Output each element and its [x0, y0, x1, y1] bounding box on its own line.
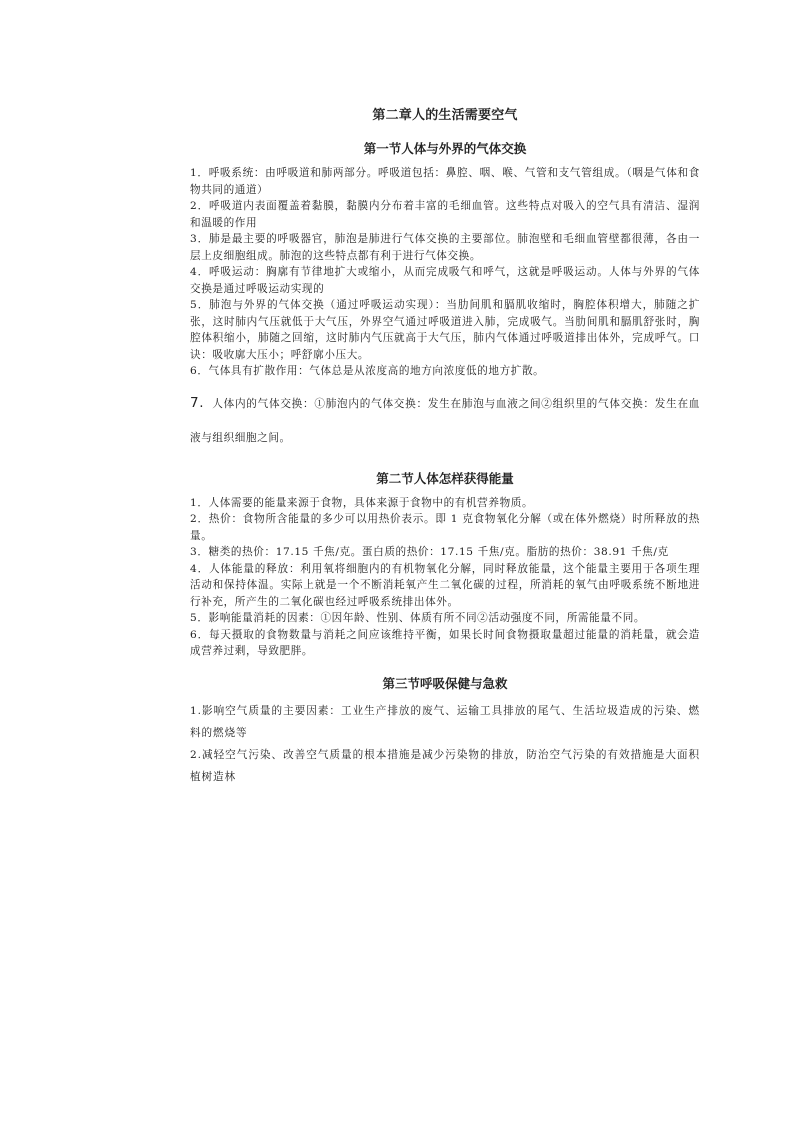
section-3-item-1: 1.影响空气质量的主要因素：工业生产排放的废气、运输工具排放的尾气、生活垃圾造成的污染、燃料的燃烧等 — [190, 704, 700, 739]
section-1 — [190, 139, 700, 455]
section-1-item-2: 2．呼吸道内表面覆盖着黏膜，黏膜内分布着丰富的毛细血管。这些特点对吸入的空气具有清洁、湿润和温暖的作用 — [190, 200, 700, 229]
section-2-item-3: 3．糖类的热价：17.15 千焦/克。蛋白质的热价：17.15 千焦/克。脂肪的热价：38.91 千焦/克 — [190, 546, 669, 558]
section-2 — [190, 469, 700, 660]
document-content — [190, 104, 700, 802]
section-3 — [190, 674, 700, 788]
chapter-title: 第二章人的生活需要空气 — [372, 108, 518, 123]
section-2-item-4: 4．人体能量的释放：利用氧将细胞内的有机物氧化分解，同时释放能量，这个能量主要用于各项生理活动和保持体温。实际上就是一个不断消耗氧产生二氧化碳的过程，所消耗的氧气由呼吸系统不断地进行补充，所产生的二氧化碳也经过呼吸系统排出体外。 — [190, 562, 700, 608]
section-1-item-4: 4．呼吸运动：胸廓有节律地扩大或缩小，从而完成吸气和呼气，这就是呼吸运动。人体与外界的气体交换是通过呼吸运动实现的 — [190, 266, 700, 295]
section-2-title: 第二节人体怎样获得能量 — [376, 470, 514, 486]
section-1-item-1: 1．呼吸系统：由呼吸道和肺两部分。呼吸道包括：鼻腔、咽、喉、气管和支气管组成。（咽是气体和食物共同的通道） — [190, 167, 700, 196]
item-7-text: 人体内的气体交换：①肺泡内的气体交换：发生在肺泡与血液之间②组织里的气体交换：发生在血液与组织细胞之间。 — [190, 397, 700, 444]
section-2-item-6: 6．每天摄取的食物数量与消耗之间应该维持平衡，如果长时间食物摄取量超过能量的消耗量，就会造成营养过剩，导致肥胖。 — [190, 628, 700, 657]
section-2-item-2: 2．热价：食物所含能量的多少可以用热价表示。即 1 克食物氧化分解（或在体外燃烧）时所释放的热量。 — [190, 513, 700, 542]
section-3-title: 第三节呼吸保健与急救 — [382, 675, 508, 691]
section-2-item-1: 1．人体需要的能量来源于食物，具体来源于食物中的有机营养物质。 — [190, 496, 534, 509]
section-1-title: 第一节人体与外界的气体交换 — [363, 141, 527, 156]
section-1-item-3: 3．肺是最主要的呼吸器官，肺泡是肺进行气体交换的主要部位。肺泡壁和毛细血管壁都很薄，各由一层上皮细胞组成。肺泡的这些特点都有利于进行气体交换。 — [190, 233, 700, 262]
section-3-item-2: 2.减轻空气污染、改善空气质量的根本措施是减少污染物的排放，防治空气污染的有效措施是大面积植树造林 — [190, 748, 700, 783]
section-1-item-7 — [190, 386, 700, 455]
section-1-item-5: 5．肺泡与外界的气体交换（通过呼吸运动实现）：当肋间肌和膈肌收缩时，胸腔体积增大，肺随之扩张，这时肺内气压就低于大气压，外界空气通过呼吸道进入肺，完成吸气。当肋间肌和膈肌舒张时，胸腔体积缩小，肺随之回缩，这时肺内气压就高于大气压，肺内气体通过呼吸道排出体外，完成呼气。口诀：吸收廓大压小；呼舒廓小压大。 — [190, 299, 700, 361]
item-7-number: 7. — [190, 394, 205, 411]
section-1-item-6: 6．气体具有扩散作用：气体总是从浓度高的地方向浓度低的地方扩散。 — [190, 365, 545, 377]
section-2-item-5: 5．影响能量消耗的因素：①因年龄、性别、体质有所不同②活动强度不同，所需能量不同。 — [190, 612, 646, 624]
